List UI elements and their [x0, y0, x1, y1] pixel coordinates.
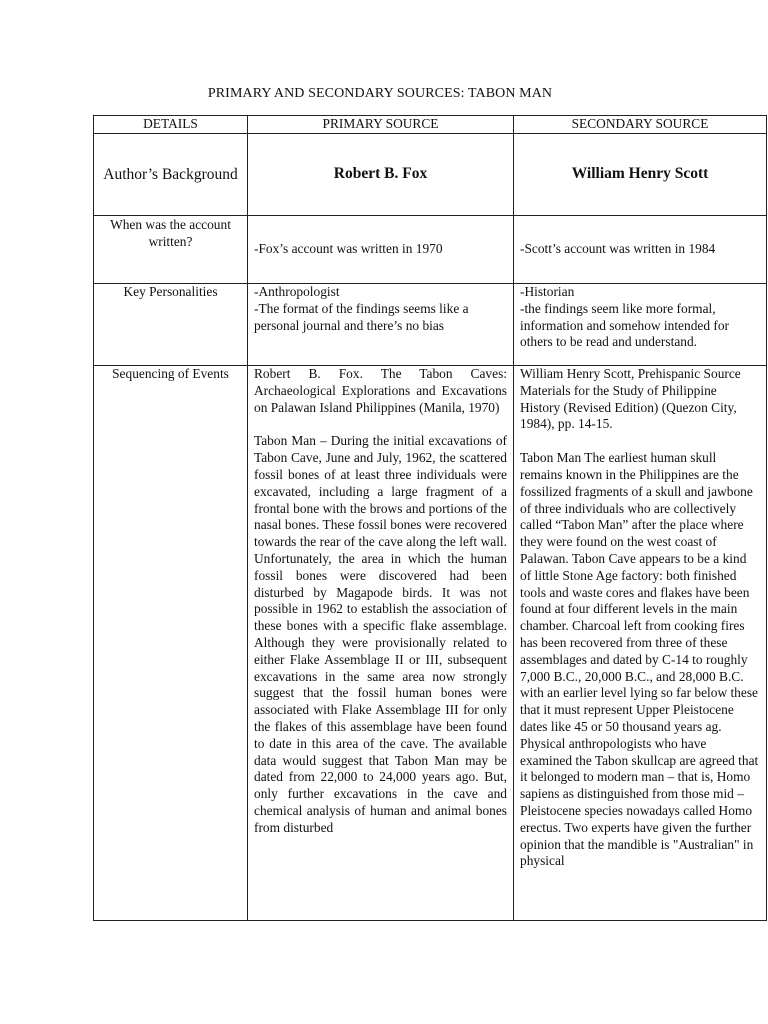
secondary-when-written: -Scott’s account was written in 1984: [514, 216, 767, 284]
secondary-author-name: William Henry Scott: [514, 134, 767, 216]
primary-citation: Robert B. Fox. The Tabon Caves: Archaeological Explorations and Excavations on Palawan Island Philippines (Manila, 1970): [254, 366, 507, 415]
primary-key-personalities: [248, 284, 514, 366]
primary-sequencing-cell: [248, 366, 514, 921]
key-personalities-label: Key Personalities: [94, 284, 248, 366]
primary-account-text: Tabon Man – During the initial excavations of Tabon Cave, June and July, 1962, the scattered fossil bones of at least three individuals were excavated, including a large fragment of a frontal bone with the brows and portions of the nasal bones. These fossil bones were recovered towards the rear of the cave along the left wall. Unfortunately, the area in which the human fossil bones were discovered had been disturbed by Magapode birds. It was not possible in 1962 to establish the association of these bones with a specific flake assemblage. Although they were provisionally related to either Flake Assemblage II or III, subsequent excavations in the same area now strongly suggest that the fossil human bones were associated with Flake Assemblage III for only the flakes of this assemblage have been found to date in this area of the cave. The available data would suggest that Tabon Man may be dated from 22,000 to 24,000 years ago. But, only further excavations in the cave and chemical analysis of human and animal bones from disturbed: [254, 433, 507, 835]
secondary-sequencing-cell: [514, 366, 767, 921]
when-written-label: When was the account written?: [94, 216, 248, 284]
secondary-citation: William Henry Scott, Prehispanic Source Materials for the Study of Philippine History (Revised Edition) (Quezon City, 1984), pp. 14-15.: [520, 366, 741, 432]
table-row-key-personalities: [94, 284, 767, 366]
table-row-sequencing: [94, 366, 767, 921]
header-primary-source: PRIMARY SOURCE: [248, 116, 514, 134]
primary-format-note: -The format of the findings seems like a personal journal and there’s no bias: [254, 300, 469, 333]
sources-comparison-table: [93, 115, 767, 921]
secondary-key-personalities: [514, 284, 767, 366]
primary-role: -Anthropologist: [254, 284, 340, 299]
primary-author-name: Robert B. Fox: [248, 134, 514, 216]
table-row-when-written: [94, 216, 767, 284]
secondary-role: -Historian: [520, 284, 575, 299]
sequencing-label: Sequencing of Events: [94, 366, 248, 921]
table-row-author: [94, 134, 767, 216]
header-secondary-source: SECONDARY SOURCE: [514, 116, 767, 134]
secondary-account-text: Tabon Man The earliest human skull remains known in the Philippines are the fossilized fragments of a skull and jawbone of three individuals who are collectively called “Tabon Man” after the place where they were found on the west coast of Palawan. Tabon Cave appears to be a kind of little Stone Age factory: both finished tools and waste cores and flakes have been found at four different levels in the main chamber. Charcoal left from cooking fires has been recovered from three of these assemblages and dated by C-14 to roughly 7,000 B.C., 20,000 B.C., and 28,000 B.C. with an earlier level lying so far below these that it must represent Upper Pleistocene dates like 45 or 50 thousand years ag. Physical anthropologists who have examined the Tabon skullcap are agreed that it belonged to modern man – that is, Homo sapiens as distinguished from those mid – Pleistocene species nowadays called Homo erectus. Two experts have given the further opinion that the mandible is "Australian" in physical: [520, 450, 759, 869]
secondary-format-note: -the findings seem like more formal, information and somehow intended for others to be read and understand.: [520, 300, 729, 350]
author-background-label: Author’s Background: [94, 134, 248, 216]
primary-when-written: -Fox’s account was written in 1970: [248, 216, 514, 284]
document-title: PRIMARY AND SECONDARY SOURCES: TABON MAN: [207, 86, 553, 101]
table-header-row: [94, 116, 767, 134]
header-details: DETAILS: [94, 116, 248, 134]
